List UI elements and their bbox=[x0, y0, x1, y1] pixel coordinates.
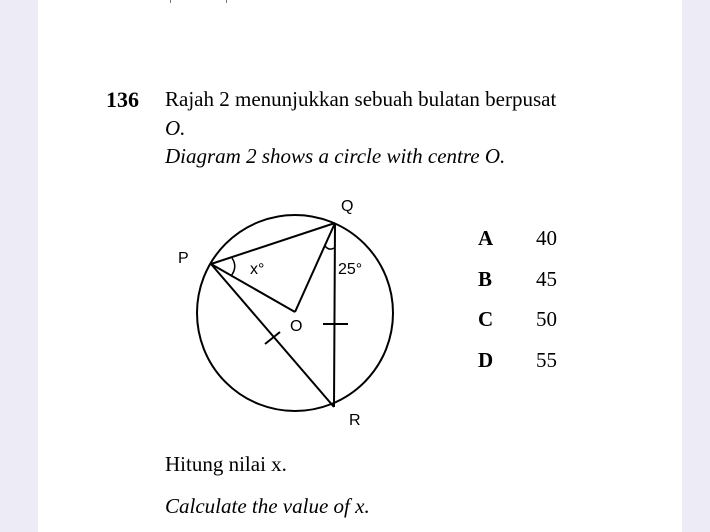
option-letter: D bbox=[478, 347, 494, 372]
chord-pq bbox=[211, 223, 335, 264]
label-o: O bbox=[290, 318, 303, 335]
option-a[interactable] bbox=[478, 226, 598, 267]
answer-options bbox=[478, 226, 598, 388]
option-value: 45 bbox=[536, 266, 557, 291]
label-r: R bbox=[349, 412, 361, 429]
chord-qr bbox=[334, 223, 335, 407]
option-c[interactable] bbox=[478, 307, 598, 348]
label-angle-25: 25° bbox=[338, 261, 363, 278]
question-text-english: Diagram 2 shows a circle with centre O. bbox=[165, 144, 506, 168]
label-p: P bbox=[178, 250, 189, 267]
angle-arc-q bbox=[325, 246, 334, 249]
option-letter: A bbox=[478, 226, 494, 250]
prompt-english: Calculate the value of x. bbox=[165, 494, 370, 518]
option-value: 50 bbox=[536, 307, 557, 331]
circle bbox=[197, 215, 393, 411]
option-b[interactable] bbox=[478, 267, 598, 308]
prompt-malay: Hitung nilai x. bbox=[165, 452, 287, 476]
cropped-top-marks bbox=[168, 0, 238, 3]
option-d[interactable] bbox=[478, 348, 598, 389]
angle-arc-p bbox=[231, 258, 235, 276]
question-page bbox=[38, 0, 682, 532]
option-letter: B bbox=[478, 266, 493, 291]
question-number: 136 bbox=[106, 87, 139, 112]
question-text-malay-line2: O. bbox=[165, 116, 186, 140]
label-angle-x: x° bbox=[250, 261, 265, 278]
label-q: Q bbox=[341, 198, 354, 215]
option-letter: C bbox=[478, 307, 494, 331]
option-value: 40 bbox=[536, 226, 557, 250]
question-text-malay-line1: Rajah 2 menunjukkan sebuah bulatan berpusat bbox=[165, 87, 557, 111]
circle-diagram bbox=[178, 188, 418, 433]
option-value: 55 bbox=[536, 347, 557, 372]
radius-qo bbox=[295, 223, 335, 312]
